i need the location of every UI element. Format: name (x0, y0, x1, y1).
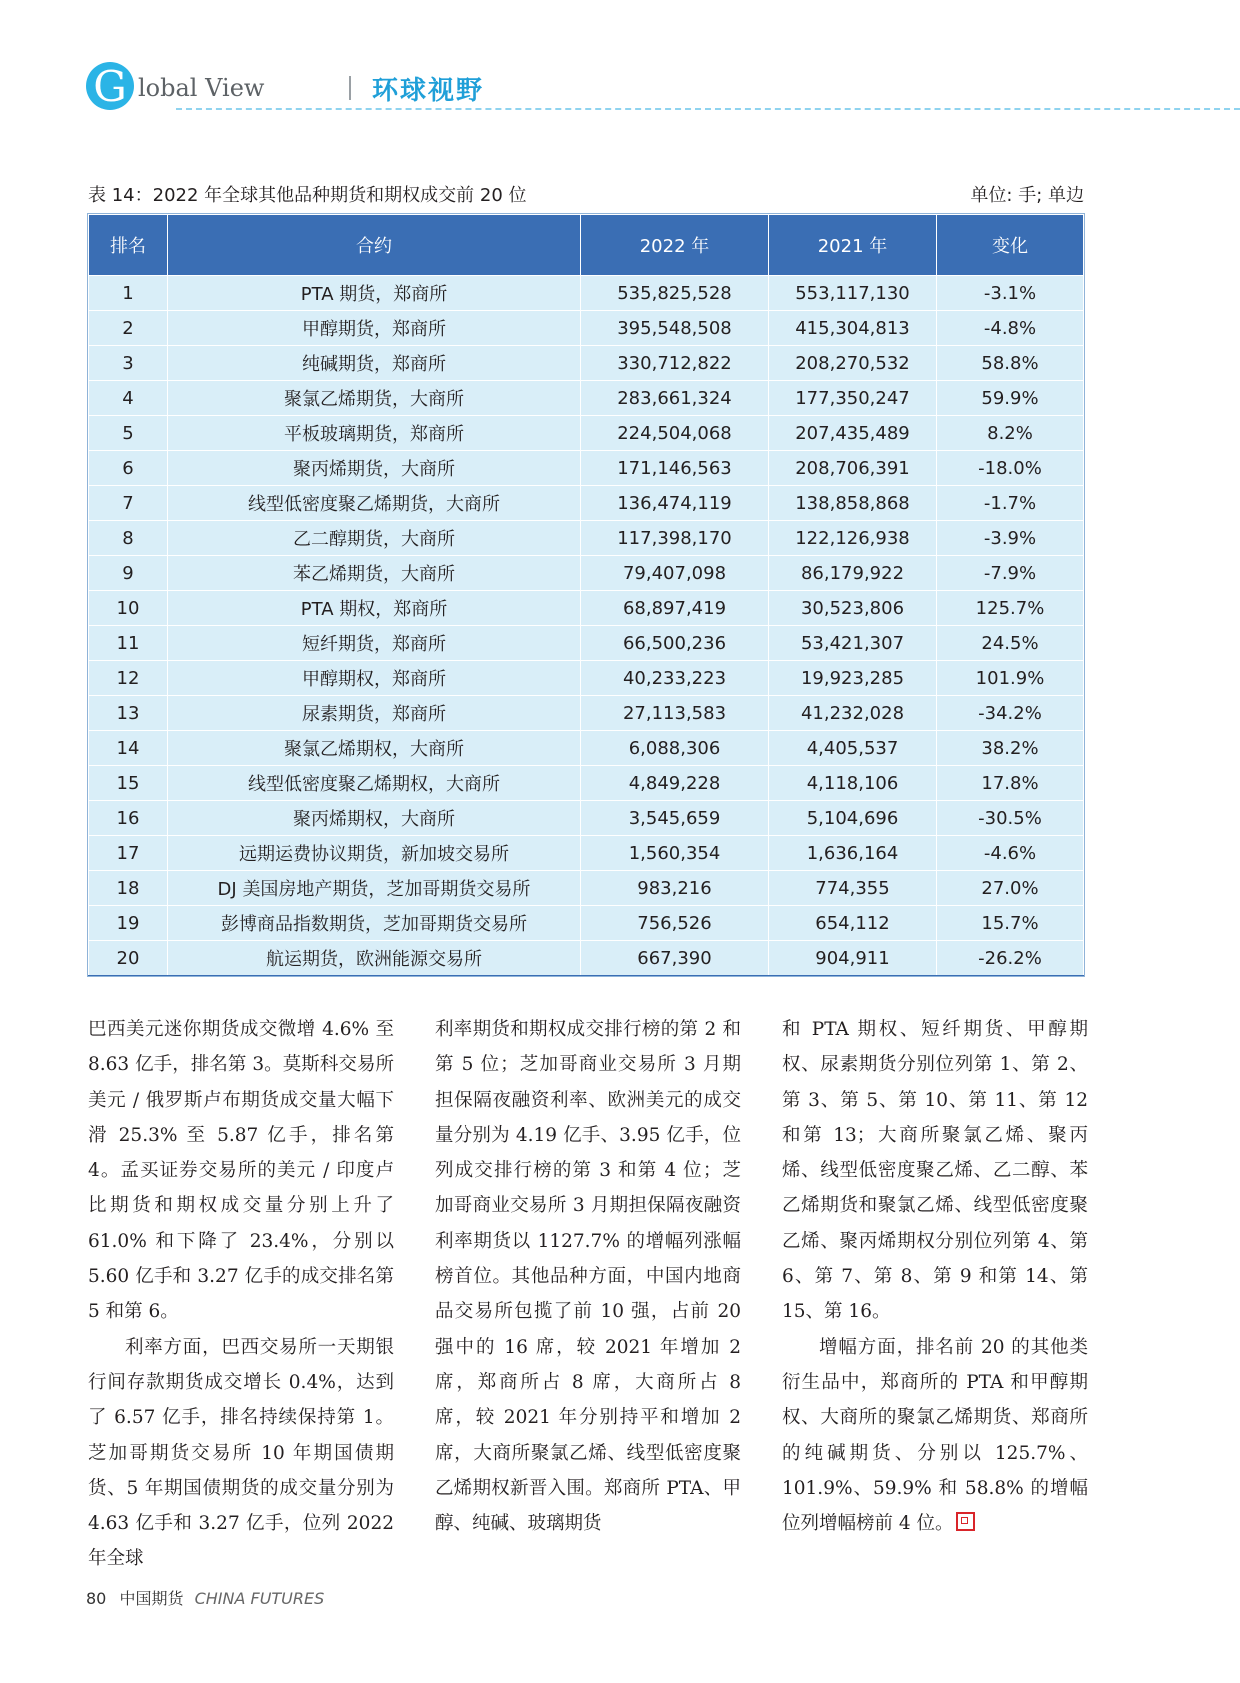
cell-2022: 395,548,508 (581, 311, 769, 346)
cell-rank: 20 (89, 941, 168, 976)
cell-contract: 乙二醇期货，大商所 (168, 521, 581, 556)
cell-2022: 68,897,419 (581, 591, 769, 626)
cell-contract: 尿素期货，郑商所 (168, 696, 581, 731)
cell-rank: 9 (89, 556, 168, 591)
cell-2022: 1,560,354 (581, 836, 769, 871)
table-row (89, 661, 1084, 696)
cell-2022: 66,500,236 (581, 626, 769, 661)
cell-rank: 1 (89, 276, 168, 311)
cell-2021: 86,179,922 (769, 556, 937, 591)
cell-change: -34.2% (937, 696, 1084, 731)
paragraph-last (782, 1330, 1088, 1542)
cell-rank: 19 (89, 906, 168, 941)
cell-rank: 3 (89, 346, 168, 381)
cell-contract: 平板玻璃期货，郑商所 (168, 416, 581, 451)
table-row (89, 451, 1084, 486)
cell-contract: 线型低密度聚乙烯期货，大商所 (168, 486, 581, 521)
cell-2022: 983,216 (581, 871, 769, 906)
section-title: 环球视野 (372, 76, 485, 106)
body-column-1 (88, 1012, 394, 1577)
cell-2021: 208,706,391 (769, 451, 937, 486)
cell-2021: 53,421,307 (769, 626, 937, 661)
cell-change: 27.0% (937, 871, 1084, 906)
end-mark-icon (956, 1512, 975, 1531)
paragraph-text: 增幅方面，排名前 20 的其他类衍生品中，郑商所的 PTA 和甲醇期权、大商所的聚氯乙烯期货、郑商所的纯碱期货、分别以 125.7%、101.9%、59.9% 和 58.8% 的增幅位列增幅榜前 4 位。 (782, 1336, 1088, 1535)
table-row (89, 276, 1084, 311)
cell-change: -26.2% (937, 941, 1084, 976)
cell-change: -18.0% (937, 451, 1084, 486)
cell-contract: 线型低密度聚乙烯期权，大商所 (168, 766, 581, 801)
cell-rank: 16 (89, 801, 168, 836)
cell-contract: 甲醇期权，郑商所 (168, 661, 581, 696)
col-header-change: 变化 (937, 215, 1084, 276)
cell-2021: 1,636,164 (769, 836, 937, 871)
cell-2021: 30,523,806 (769, 591, 937, 626)
col-header-rank: 排名 (89, 215, 168, 276)
cell-change: 24.5% (937, 626, 1084, 661)
cell-contract: 聚氯乙烯期货，大商所 (168, 381, 581, 416)
cell-rank: 17 (89, 836, 168, 871)
cell-rank: 5 (89, 416, 168, 451)
col-header-2021: 2021 年 (769, 215, 937, 276)
table-row (89, 836, 1084, 871)
table-unit: 单位: 手; 单边 (970, 185, 1084, 206)
cell-change: 125.7% (937, 591, 1084, 626)
magazine-name-en: CHINA FUTURES (194, 1589, 325, 1608)
cell-2022: 283,661,324 (581, 381, 769, 416)
header-divider (349, 76, 351, 100)
cell-2021: 4,118,106 (769, 766, 937, 801)
cell-2021: 177,350,247 (769, 381, 937, 416)
cell-2022: 40,233,223 (581, 661, 769, 696)
body-column-3 (782, 1012, 1088, 1541)
cell-2021: 207,435,489 (769, 416, 937, 451)
cell-change: 17.8% (937, 766, 1084, 801)
table-caption: 表 14：2022 年全球其他品种期货和期权成交前 20 位 (88, 185, 527, 206)
cell-2021: 4,405,537 (769, 731, 937, 766)
cell-2022: 136,474,119 (581, 486, 769, 521)
cell-rank: 11 (89, 626, 168, 661)
cell-2021: 904,911 (769, 941, 937, 976)
table-row (89, 731, 1084, 766)
cell-contract: 航运期货，欧洲能源交易所 (168, 941, 581, 976)
cell-rank: 7 (89, 486, 168, 521)
cell-rank: 8 (89, 521, 168, 556)
body-column-2 (435, 1012, 741, 1541)
cell-2021: 774,355 (769, 871, 937, 906)
cell-2022: 756,526 (581, 906, 769, 941)
cell-contract: 纯碱期货，郑商所 (168, 346, 581, 381)
magazine-name: 中国期货 (119, 1589, 184, 1608)
cell-rank: 12 (89, 661, 168, 696)
cell-2022: 79,407,098 (581, 556, 769, 591)
table-body (89, 276, 1084, 976)
table-row (89, 766, 1084, 801)
table-row (89, 871, 1084, 906)
cell-2022: 535,825,528 (581, 276, 769, 311)
cell-rank: 4 (89, 381, 168, 416)
cell-rank: 13 (89, 696, 168, 731)
brand-initial-circle: G (86, 62, 134, 110)
cell-change: 8.2% (937, 416, 1084, 451)
cell-2022: 27,113,583 (581, 696, 769, 731)
cell-2022: 667,390 (581, 941, 769, 976)
cell-change: -1.7% (937, 486, 1084, 521)
cell-2022: 4,849,228 (581, 766, 769, 801)
paragraph: 利率方面，巴西交易所一天期银行间存款期货成交增长 0.4%，达到了 6.57 亿手，排名持续保持第 1。芝加哥期货交易所 10 年期国债期货、5 年期国债期货的成交量分别为 4.63 亿手和 3.27 亿手，位列 2022 年全球 (88, 1336, 394, 1570)
table-row (89, 941, 1084, 976)
cell-contract: 聚丙烯期货，大商所 (168, 451, 581, 486)
cell-change: 15.7% (937, 906, 1084, 941)
table-row (89, 801, 1084, 836)
cell-contract: 远期运费协议期货，新加坡交易所 (168, 836, 581, 871)
table-row (89, 626, 1084, 661)
paragraph: 和 PTA 期权、短纤期货、甲醇期权、尿素期货分别位列第 1、第 2、第 3、第 5、第 10、第 11、第 12 和第 13；大商所聚氯乙烯、聚丙烯、线型低密度聚乙烯、乙二醇、苯乙烯期货和聚氯乙烯、线型低密度聚乙烯、聚丙烯期权分别位列第 4、第 6、第 7、第 8、第 9 和第 14、第 15、第 16。 (782, 1019, 1088, 1323)
table-row (89, 556, 1084, 591)
cell-change: -4.8% (937, 311, 1084, 346)
cell-contract: 聚丙烯期权，大商所 (168, 801, 581, 836)
cell-change: 59.9% (937, 381, 1084, 416)
cell-change: 58.8% (937, 346, 1084, 381)
table-row (89, 696, 1084, 731)
table-header-row (89, 215, 1084, 276)
cell-change: 38.2% (937, 731, 1084, 766)
col-header-2022: 2022 年 (581, 215, 769, 276)
table-row (89, 591, 1084, 626)
cell-2022: 224,504,068 (581, 416, 769, 451)
brand-title: lobal View (138, 74, 265, 102)
paragraph: 利率期货和期权成交排行榜的第 2 和第 5 位；芝加哥商业交易所 3 月期担保隔夜融资利率、欧洲美元的成交量分别为 4.19 亿手、3.95 亿手，位列成交排行榜的第 3 和第 4 位；芝加哥商业交易所 3 月期担保隔夜融资利率期货以 1127.7% 的增幅列涨幅榜首位。其他品种方面，中国内地商品交易所包揽了前 10 强，占前 20 强中的 16 席，较 2021 年增加 2 席，郑商所占 8 席，大商所占 8 席，较 2021 年分别持平和增加 2 席，大商所聚氯乙烯、线型低密度聚乙烯期权新晋入围。郑商所 PTA、甲醇、纯碱、玻璃期货 (435, 1019, 741, 1535)
cell-2021: 41,232,028 (769, 696, 937, 731)
cell-rank: 6 (89, 451, 168, 486)
cell-rank: 2 (89, 311, 168, 346)
page-number: 80 (86, 1589, 107, 1608)
paragraph: 巴西美元迷你期货成交微增 4.6% 至 8.63 亿手，排名第 3。莫斯科交易所美元 / 俄罗斯卢布期货成交量大幅下滑 25.3% 至 5.87 亿手，排名第 4。孟买证券交易所的美元 / 印度卢比期货和期权成交量分别上升了 61.0% 和下降了 23.4%，分别以 5.60 亿手和 3.27 亿手的成交排名第 5 和第 6。 (88, 1019, 394, 1323)
table-row (89, 416, 1084, 451)
cell-change: -4.6% (937, 836, 1084, 871)
cell-2021: 415,304,813 (769, 311, 937, 346)
cell-contract: 苯乙烯期货，大商所 (168, 556, 581, 591)
cell-rank: 15 (89, 766, 168, 801)
cell-rank: 14 (89, 731, 168, 766)
cell-2021: 122,126,938 (769, 521, 937, 556)
cell-2022: 6,088,306 (581, 731, 769, 766)
table-row (89, 311, 1084, 346)
cell-2022: 117,398,170 (581, 521, 769, 556)
cell-change: -3.9% (937, 521, 1084, 556)
cell-contract: PTA 期货，郑商所 (168, 276, 581, 311)
cell-2021: 19,923,285 (769, 661, 937, 696)
table-row (89, 486, 1084, 521)
cell-2022: 330,712,822 (581, 346, 769, 381)
table-row (89, 346, 1084, 381)
ranking-table (88, 214, 1084, 976)
page-footer (86, 1586, 324, 1609)
cell-contract: DJ 美国房地产期货，芝加哥期货交易所 (168, 871, 581, 906)
cell-contract: 彭博商品指数期货，芝加哥期货交易所 (168, 906, 581, 941)
page-header (86, 62, 1240, 112)
cell-2021: 138,858,868 (769, 486, 937, 521)
cell-change: -30.5% (937, 801, 1084, 836)
cell-contract: 短纤期货，郑商所 (168, 626, 581, 661)
col-header-contract: 合约 (168, 215, 581, 276)
table-row (89, 521, 1084, 556)
cell-rank: 10 (89, 591, 168, 626)
header-dotted-rule (176, 108, 1240, 110)
cell-2022: 3,545,659 (581, 801, 769, 836)
cell-change: -3.1% (937, 276, 1084, 311)
cell-2022: 171,146,563 (581, 451, 769, 486)
table-row (89, 381, 1084, 416)
cell-change: -7.9% (937, 556, 1084, 591)
cell-change: 101.9% (937, 661, 1084, 696)
cell-contract: 聚氯乙烯期权，大商所 (168, 731, 581, 766)
cell-2021: 5,104,696 (769, 801, 937, 836)
cell-2021: 654,112 (769, 906, 937, 941)
table-row (89, 906, 1084, 941)
cell-2021: 208,270,532 (769, 346, 937, 381)
cell-rank: 18 (89, 871, 168, 906)
cell-2021: 553,117,130 (769, 276, 937, 311)
cell-contract: 甲醇期货，郑商所 (168, 311, 581, 346)
cell-contract: PTA 期权，郑商所 (168, 591, 581, 626)
